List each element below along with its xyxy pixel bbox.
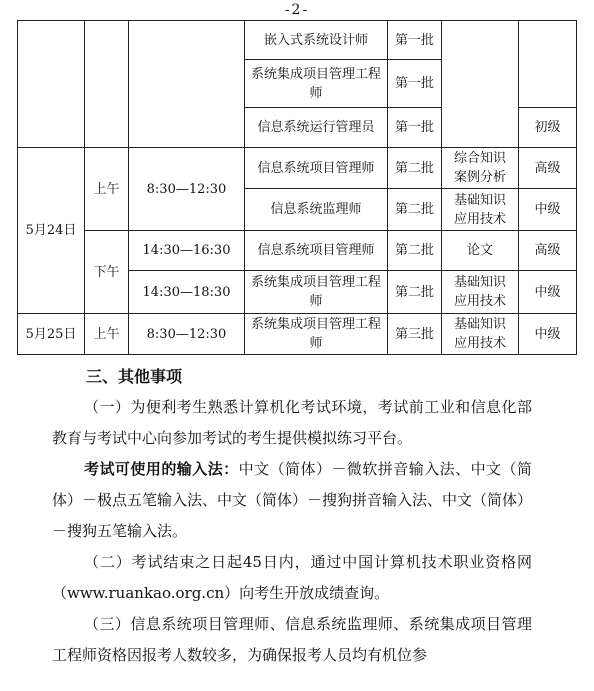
batch-cell: 第二批 <box>388 231 442 271</box>
table-row <box>18 314 577 355</box>
batch-cell: 第一批 <box>388 108 442 148</box>
paragraph-input-methods <box>52 454 532 548</box>
exam-name-cell: 系统集成项目管理工程师 <box>245 314 388 355</box>
subject-cell: 论文 <box>442 231 519 271</box>
batch-cell: 第二批 <box>388 271 442 314</box>
subject-cell: 基础知识应用技术 <box>442 271 519 314</box>
level-cell: 中级 <box>519 314 577 355</box>
subject-cell: 综合知识案例分析 <box>442 148 519 189</box>
batch-cell: 第一批 <box>388 21 442 60</box>
table-row <box>18 231 577 271</box>
paragraph-seat-allocation: （三）信息系统项目管理师、信息系统监理师、系统集成项目管理工程师资格因报考人数较多，为确保报考人员均有机位参 <box>52 615 532 665</box>
level-cell: 中级 <box>519 189 577 231</box>
level-cell: 高级 <box>519 148 577 189</box>
batch-cell: 第二批 <box>388 148 442 189</box>
exam-schedule-table <box>17 20 577 355</box>
time-cell-empty <box>129 21 245 148</box>
table-row <box>18 21 577 60</box>
subject-cell: 基础知识应用技术 <box>442 189 519 231</box>
batch-cell: 第一批 <box>388 60 442 108</box>
page-number: -2- <box>284 2 310 18</box>
exam-name-cell: 信息系统监理师 <box>245 189 388 231</box>
exam-name-cell: 信息系统运行管理员 <box>245 108 388 148</box>
input-methods-list: 中文（简体）－微软拼音输入法、中文（简体）－极点五笔输入法、中文（简体）－搜狗拼音输入法、中文（简体）－搜狗五笔输入法。 <box>52 460 533 541</box>
date-cell-empty <box>18 21 85 148</box>
time-cell: 8:30—12:30 <box>129 314 245 355</box>
subject-cell-empty <box>442 21 519 148</box>
exam-name-cell: 信息系统项目管理师 <box>245 148 388 189</box>
time-cell: 8:30—12:30 <box>129 148 245 231</box>
paragraph-simulation-platform: （一）为便利考生熟悉计算机化考试环境，考试前工业和信息化部教育与考试中心向参加考试的考生提供模拟练习平台。 <box>52 398 532 448</box>
paragraph-score-query: （二）考试结束之日起45日内，通过中国计算机技术职业资格网（www.ruankao.org.cn）向考生开放成绩查询。 <box>52 553 532 603</box>
date-cell: 5月24日 <box>18 148 85 314</box>
time-cell: 14:30—18:30 <box>129 271 245 314</box>
session-cell-empty <box>85 21 129 148</box>
exam-name-cell: 嵌入式系统设计师 <box>245 21 388 60</box>
exam-name-cell: 系统集成项目管理工程师 <box>245 271 388 314</box>
subject-cell: 基础知识应用技术 <box>442 314 519 355</box>
input-methods-lead: 考试可使用的输入法： <box>84 460 239 478</box>
table-row <box>18 148 577 189</box>
date-cell: 5月25日 <box>18 314 85 355</box>
session-cell: 上午 <box>85 148 129 231</box>
section-heading: 三、其他事项 <box>86 367 183 386</box>
time-cell: 14:30—16:30 <box>129 231 245 271</box>
exam-name-cell: 系统集成项目管理工程师 <box>245 60 388 108</box>
level-cell: 中级 <box>519 271 577 314</box>
session-cell: 下午 <box>85 231 129 314</box>
batch-cell: 第二批 <box>388 189 442 231</box>
batch-cell: 第三批 <box>388 314 442 355</box>
level-cell: 高级 <box>519 231 577 271</box>
level-cell-empty <box>519 21 577 108</box>
session-cell: 上午 <box>85 314 129 355</box>
level-cell: 初级 <box>519 108 577 148</box>
exam-name-cell: 信息系统项目管理师 <box>245 231 388 271</box>
